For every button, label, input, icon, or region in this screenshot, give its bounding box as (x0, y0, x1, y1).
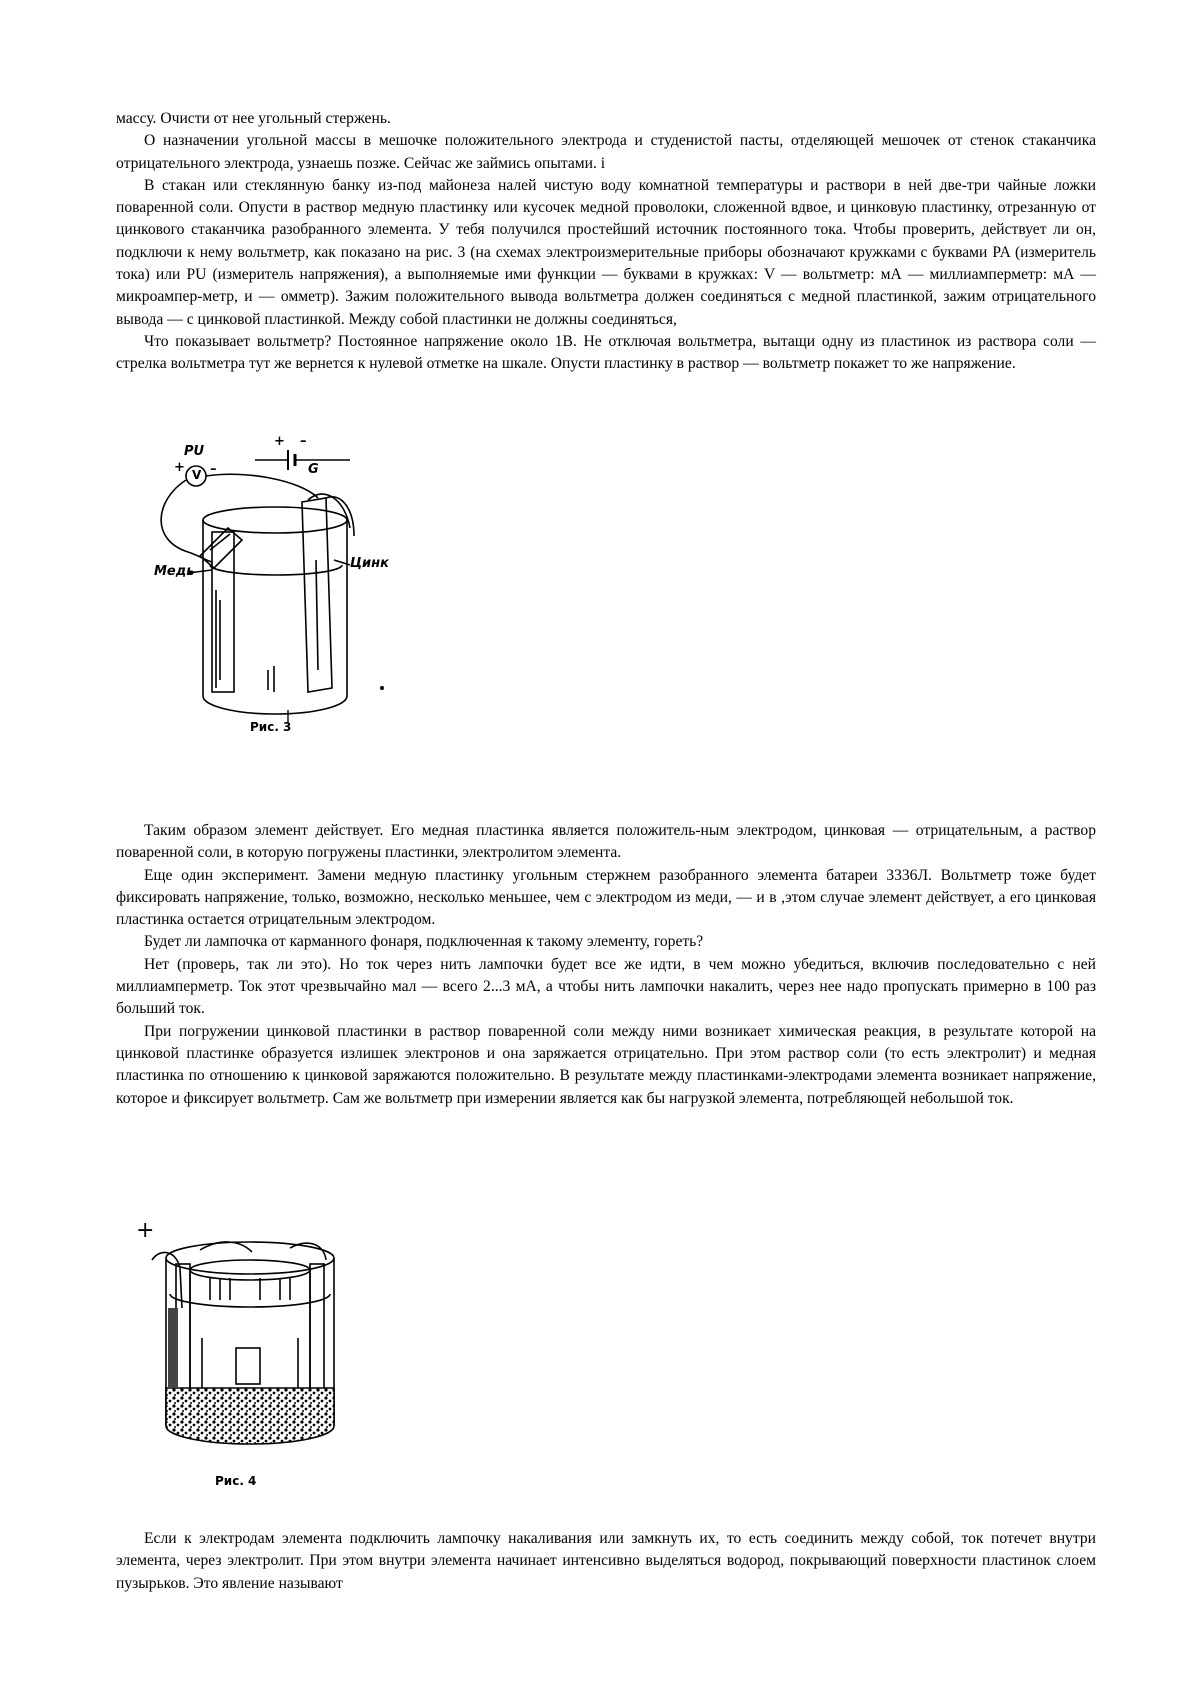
paragraph: Еще один эксперимент. Замени медную пластинку угольным стержнем разобранного элемента батареи 3336Л. Вольтметр тоже будет фиксировать напряжение, только, возможно, несколько меньшее, чем с электродом из меди, — и в ,этом случае элемент действует, а его цинковая пластинка остается отрицательным электродом. (116, 866, 1096, 929)
text-block-polarization (116, 1528, 1096, 1595)
figure-3-label-copper: Медь (154, 564, 195, 579)
paragraph: При погружении цинковой пластинки в раствор поваренной соли между ними возникает химическая реакция, в результате которой на цинковой пластинке образуется излишек электронов и она заряжается отрицательно. При этом раствор соли (то есть электролит) и медная пластинка по отношению к цинковой заряжаются положительно. В результате между пластинками-электродами элемента возникает напряжение, которое и фиксирует вольтметр. Сам же вольтметр при измерении является как бы нагрузкой элемента, потребляющей небольшой ток. (116, 1022, 1096, 1107)
figure-3-label-minus-battery: – (300, 434, 307, 449)
figure-3-caption: Рис. 3 (250, 720, 292, 734)
paragraph: Если к электродам элемента подключить лампочку накаливания или замкнуть их, то есть соединить между собой, ток потечет внутри элемента, через электролит. При этом внутри элемента начинает интенсивно выделяться водород, покрывающий поверхности пластинок слоем пузырьков. Это явление называют (116, 1530, 1096, 1592)
paragraph: Будет ли лампочка от карманного фонаря, подключенная к такому элементу, гореть? (144, 933, 704, 951)
paragraph: О назначении угольной массы в мешочке положительного электрода и студенистой пасты, отделяющей мешочек от стенок стаканчика отрицательного электрода, узнаешь позже. Сейчас же займись опытами. i (116, 132, 1096, 172)
paragraph: Таким образом элемент действует. Его медная пластинка является положитель-ным электродом, цинковая — отрицательным, а раствор поваренной соли, в которую погружены пластинки, электролитом элемента. (116, 822, 1096, 862)
figure-3-label-zinc: Цинк (350, 556, 389, 571)
figure-4 (136, 1218, 340, 1493)
figure-3-label-minus-meter: – (210, 462, 217, 477)
text-block-explanation (116, 820, 1096, 1110)
text-block-intro (116, 108, 1096, 376)
figure-3-label-plus-battery: + (274, 434, 285, 449)
figure-3-label-g: G (308, 462, 319, 477)
paragraph: В стакан или стеклянную банку из-под майонеза налей чистую воду комнатной температуры и раствори в ней две-три чайные ложки поваренной соли. Опусти в раствор медную пластинку или кусочек медной проволоки, сложенной вдвое, и цинковую пластинку, отрезанную от цинкового стаканчика разобранного элемента. У тебя получился простейший источник постоянного тока. Чтобы проверить, действует ли он, подключи к нему вольтметр, как показано на рис. 3 (на схемах электроизмерительные приборы обозначают кружками с буквами PA (измеритель тока) или PU (измеритель напряжения), а выполняемые ими функции — буквами в кружках: V — вольтметр: мА — миллиамперметр: мА — микроампер-метр, и — омметр). Зажим положительного вывода вольтметра должен соединяться с медной пластинкой, зажим отрицательного вывода — с цинковой пластинкой. Между собой пластинки не должны соединяться, (116, 176, 1096, 328)
figure-4-illustration (140, 1228, 340, 1493)
paragraph: Нет (проверь, так ли это). Но ток через нить лампочки будет все же идти, в чем можно убедиться, включив последовательно с ней миллиамперметр. Ток этот чрезвычайно мал — всего 2...3 мА, а чтобы нить лампочки накалить, через нее надо пропускать примерно в 100 раз больший ток. (116, 955, 1096, 1018)
figure-3-label-pu: PU (184, 444, 205, 459)
figure-3-label-plus-meter: + (174, 460, 185, 475)
figure-3-illustration (150, 440, 410, 740)
figure-3 (150, 434, 410, 740)
paragraph: Что показывает вольтметр? Постоянное напряжение около 1В. Не отключая вольтметра, вытащи одну из пластинок из раствора соли — стрелка вольтметра тут же вернется к нулевой отметке на шкале. Опусти пластинку в раствор — вольтметр покажет то же напряжение. (116, 332, 1096, 373)
figure-4-caption: Рис. 4 (215, 1474, 257, 1488)
figure-3-label-v: V (192, 468, 202, 482)
paragraph: массу. Очисти от нее угольный стержень. (116, 110, 391, 127)
figure-4-label-plus: + (136, 1218, 155, 1243)
